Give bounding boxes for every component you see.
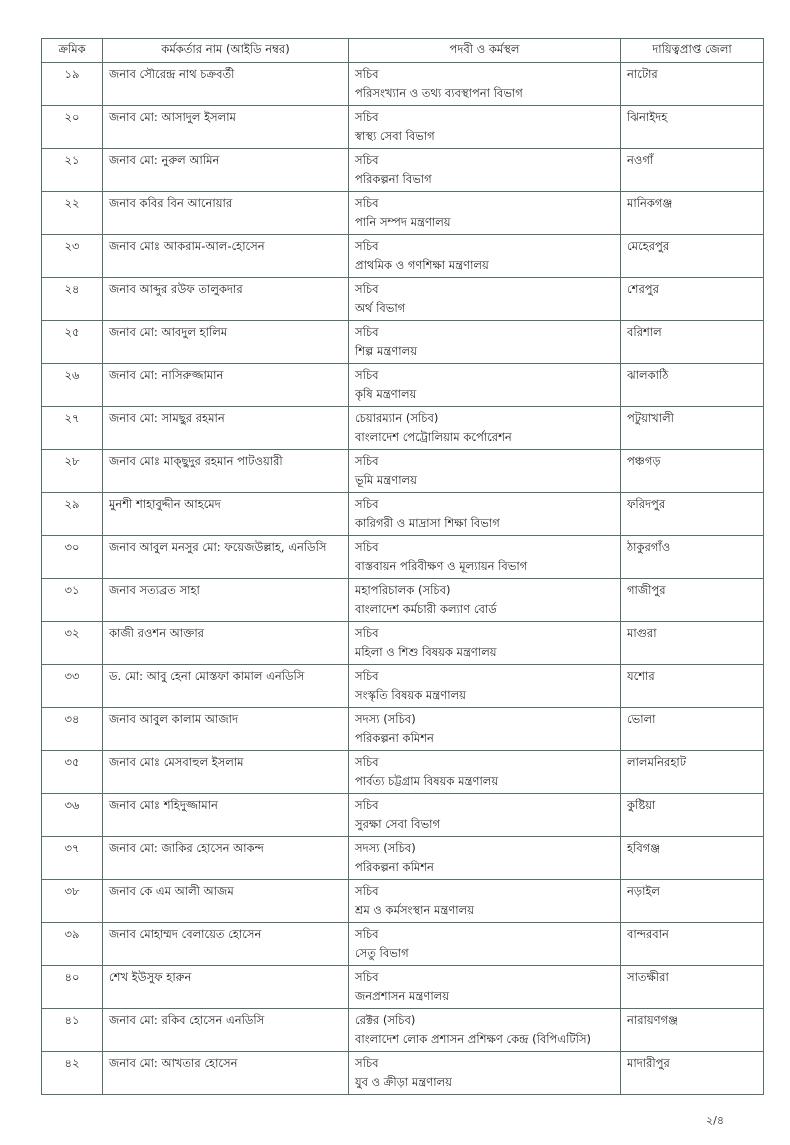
officer-name-cell: জনাব মো: নুরুল আমিন — [103, 149, 349, 192]
serial-cell: ২৩ — [42, 235, 103, 278]
officer-name-cell: জনাব আবুল কালাম আজাদ — [103, 708, 349, 751]
designation-cell — [349, 579, 621, 622]
officer-name-cell: জনাব মোঃ মাক্ছুদুর রহমান পাটওয়ারী — [103, 450, 349, 493]
serial-cell: ৩১ — [42, 579, 103, 622]
district-cell: ঝিনাইদহ — [621, 106, 764, 149]
officer-name-cell: জনাব মো: জাকির হোসেন আকন্দ — [103, 837, 349, 880]
designation-cell — [349, 321, 621, 364]
header-designation-workplace: পদবী ও কর্মস্থল — [349, 39, 621, 63]
table-row — [42, 106, 764, 149]
serial-cell: ৩৭ — [42, 837, 103, 880]
workplace: পরিকল্পনা বিভাগ — [355, 172, 432, 186]
workplace: পরিসংখ্যান ও তথ্য ব্যবস্থাপনা বিভাগ — [355, 86, 523, 100]
designation: সচিব — [355, 669, 379, 683]
designation-cell — [349, 407, 621, 450]
district-cell: গাজীপুর — [621, 579, 764, 622]
officer-name-cell: শেখ ইউসুফ হারুন — [103, 966, 349, 1009]
designation: সচিব — [355, 454, 379, 468]
designation: সচিব — [355, 497, 379, 511]
district-cell: নারায়ণগঞ্জ — [621, 1009, 764, 1052]
workplace: জনপ্রশাসন মন্ত্রণালয় — [355, 989, 449, 1003]
serial-cell: ২৮ — [42, 450, 103, 493]
officer-name-cell: জনাব কবির বিন আনোয়ার — [103, 192, 349, 235]
officer-name-cell: মুনশী শাহাবুদ্দীন আহমেদ — [103, 493, 349, 536]
designation: সচিব — [355, 884, 379, 898]
officer-name-cell: জনাব আব্দুর রউফ তালুকদার — [103, 278, 349, 321]
serial-cell: ২৪ — [42, 278, 103, 321]
designation-cell — [349, 106, 621, 149]
workplace: প্রাথমিক ও গণশিক্ষা মন্ত্রণালয় — [355, 258, 489, 272]
district-cell: ফরিদপুর — [621, 493, 764, 536]
officer-district-table — [41, 38, 764, 1095]
workplace: বাংলাদেশ পেট্রোলিয়াম কর্পোরেশন — [355, 430, 512, 444]
workplace: পরিকল্পনা কমিশন — [355, 860, 434, 874]
designation: সচিব — [355, 325, 379, 339]
header-assigned-district: দায়িত্বপ্রাপ্ত জেলা — [621, 39, 764, 63]
header-serial: ক্রমিক — [42, 39, 103, 63]
workplace: বাংলাদেশ কর্মচারী কল্যাণ বোর্ড — [355, 602, 497, 616]
table-row — [42, 450, 764, 493]
table-row — [42, 235, 764, 278]
workplace: কৃষি মন্ত্রণালয় — [355, 387, 417, 401]
serial-cell: ২৫ — [42, 321, 103, 364]
officer-name-cell: কাজী রওশন আক্তার — [103, 622, 349, 665]
designation-cell — [349, 923, 621, 966]
officer-name-cell: জনাব মো: রকিব হোসেন এনডিসি — [103, 1009, 349, 1052]
serial-cell: ২২ — [42, 192, 103, 235]
workplace: পানি সম্পদ মন্ত্রণালয় — [355, 215, 451, 229]
designation-cell — [349, 278, 621, 321]
table-row — [42, 579, 764, 622]
table-row — [42, 708, 764, 751]
officer-name-cell: জনাব মো: আখতার হোসেন — [103, 1052, 349, 1095]
officer-name-cell: ড. মো: আবু হেনা মোস্তফা কামাল এনডিসি — [103, 665, 349, 708]
table-row — [42, 1052, 764, 1095]
table-row — [42, 278, 764, 321]
designation-cell — [349, 192, 621, 235]
officer-name-cell: জনাব কে এম আলী আজম — [103, 880, 349, 923]
workplace: ভূমি মন্ত্রণালয় — [355, 473, 417, 487]
officer-name-cell: জনাব মো: আসাদুল ইসলাম — [103, 106, 349, 149]
table-row — [42, 321, 764, 364]
designation: সচিব — [355, 540, 379, 554]
workplace: অর্থ বিভাগ — [355, 301, 406, 315]
serial-cell: ৪২ — [42, 1052, 103, 1095]
designation-cell — [349, 364, 621, 407]
designation: সচিব — [355, 153, 379, 167]
serial-cell: ৪১ — [42, 1009, 103, 1052]
designation: সচিব — [355, 1056, 379, 1070]
workplace: পার্বত্য চট্টগ্রাম বিষয়ক মন্ত্রণালয় — [355, 774, 499, 788]
designation: সচিব — [355, 196, 379, 210]
table-row — [42, 794, 764, 837]
table-row — [42, 923, 764, 966]
designation: সচিব — [355, 927, 379, 941]
officer-name-cell: জনাব সৌরেন্দ্র নাথ চক্রবর্তী — [103, 63, 349, 106]
designation: সচিব — [355, 282, 379, 296]
designation: সচিব — [355, 67, 379, 81]
designation: সদস্য (সচিব) — [355, 712, 416, 726]
page-number: ২/৪ — [706, 1114, 724, 1127]
table-row — [42, 837, 764, 880]
workplace: বাংলাদেশ লোক প্রশাসন প্রশিক্ষণ কেন্দ্র (বিপিএটিসি) — [355, 1032, 592, 1046]
serial-cell: ৩৮ — [42, 880, 103, 923]
table-header-row — [42, 39, 764, 63]
designation-cell — [349, 63, 621, 106]
district-cell: কুষ্টিয়া — [621, 794, 764, 837]
designation: সদস্য (সচিব) — [355, 841, 416, 855]
serial-cell: ২১ — [42, 149, 103, 192]
designation-cell — [349, 536, 621, 579]
designation: সচিব — [355, 755, 379, 769]
table-row — [42, 192, 764, 235]
district-cell: মাগুরা — [621, 622, 764, 665]
district-cell: পঞ্চগড় — [621, 450, 764, 493]
district-cell: ঝালকাঠি — [621, 364, 764, 407]
table-row — [42, 966, 764, 1009]
officer-name-cell: জনাব মো: নাসিরুজ্জামান — [103, 364, 349, 407]
officer-name-cell: জনাব মোঃ মেসবাহুল ইসলাম — [103, 751, 349, 794]
workplace: স্বাস্থ্য সেবা বিভাগ — [355, 129, 435, 143]
district-cell: বরিশাল — [621, 321, 764, 364]
designation: সচিব — [355, 626, 379, 640]
district-cell: মেহেরপুর — [621, 235, 764, 278]
designation-cell — [349, 1052, 621, 1095]
designation: সচিব — [355, 798, 379, 812]
serial-cell: ৪০ — [42, 966, 103, 1009]
table-row — [42, 880, 764, 923]
officer-name-cell: জনাব মোঃ আকরাম-আল-হোসেন — [103, 235, 349, 278]
officer-name-cell: জনাব সত্যব্রত সাহা — [103, 579, 349, 622]
serial-cell: ৩৫ — [42, 751, 103, 794]
table-row — [42, 622, 764, 665]
serial-cell: ২৯ — [42, 493, 103, 536]
serial-cell: ৩০ — [42, 536, 103, 579]
serial-cell: ৩৬ — [42, 794, 103, 837]
designation-cell — [349, 751, 621, 794]
workplace: মহিলা ও শিশু বিষয়ক মন্ত্রণালয় — [355, 645, 497, 659]
workplace: কারিগরী ও মাদ্রাসা শিক্ষা বিভাগ — [355, 516, 500, 530]
table-row — [42, 493, 764, 536]
district-cell: নাটোর — [621, 63, 764, 106]
serial-cell: ৩৪ — [42, 708, 103, 751]
serial-cell: ২৭ — [42, 407, 103, 450]
designation: সচিব — [355, 368, 379, 382]
serial-cell: ৩৯ — [42, 923, 103, 966]
district-cell: নওগাঁ — [621, 149, 764, 192]
district-cell: ভোলা — [621, 708, 764, 751]
designation: সচিব — [355, 110, 379, 124]
officer-name-cell: জনাব মোহাম্মদ বেলায়েত হোসেন — [103, 923, 349, 966]
designation-cell — [349, 794, 621, 837]
workplace: যুব ও ক্রীড়া মন্ত্রণালয় — [355, 1075, 452, 1089]
designation: সচিব — [355, 970, 379, 984]
table-row — [42, 665, 764, 708]
designation-cell — [349, 1009, 621, 1052]
district-cell: শেরপুর — [621, 278, 764, 321]
officer-name-cell: জনাব মো: সামছুর রহমান — [103, 407, 349, 450]
workplace: সংস্কৃতি বিষয়ক মন্ত্রণালয় — [355, 688, 466, 702]
district-cell: যশোর — [621, 665, 764, 708]
designation-cell — [349, 493, 621, 536]
designation-cell — [349, 708, 621, 751]
designation-cell — [349, 966, 621, 1009]
officer-name-cell: জনাব মোঃ শহিদুজ্জামান — [103, 794, 349, 837]
district-cell: ঠাকুরগাঁও — [621, 536, 764, 579]
workplace: পরিকল্পনা কমিশন — [355, 731, 434, 745]
table-row — [42, 364, 764, 407]
district-cell: বান্দরবান — [621, 923, 764, 966]
designation-cell — [349, 665, 621, 708]
designation-cell — [349, 622, 621, 665]
designation-cell — [349, 837, 621, 880]
workplace: শ্রম ও কর্মসংস্থান মন্ত্রণালয় — [355, 903, 474, 917]
table-row — [42, 751, 764, 794]
district-cell: সাতক্ষীরা — [621, 966, 764, 1009]
district-cell: মানিকগঞ্জ — [621, 192, 764, 235]
workplace: সুরক্ষা সেবা বিভাগ — [355, 817, 441, 831]
table-row — [42, 149, 764, 192]
workplace: বাস্তবায়ন পরিবীক্ষণ ও মূল্যায়ন বিভাগ — [355, 559, 528, 573]
designation: মহাপরিচালক (সচিব) — [355, 583, 451, 597]
district-cell: পটুয়াখালী — [621, 407, 764, 450]
header-officer-name: কর্মকর্তার নাম (আইডি নম্বর) — [103, 39, 349, 63]
serial-cell: ৩২ — [42, 622, 103, 665]
district-cell: হবিগঞ্জ — [621, 837, 764, 880]
workplace: শিল্প মন্ত্রণালয় — [355, 344, 417, 358]
designation-cell — [349, 235, 621, 278]
designation: সচিব — [355, 239, 379, 253]
table-row — [42, 1009, 764, 1052]
district-cell: মাদারীপুর — [621, 1052, 764, 1095]
designation: চেয়ারম্যান (সচিব) — [355, 411, 439, 425]
designation: রেক্টর (সচিব) — [355, 1013, 416, 1027]
district-cell: নড়াইল — [621, 880, 764, 923]
officer-name-cell: জনাব মো: আবদুল হালিম — [103, 321, 349, 364]
officer-name-cell: জনাব আবুল মনসুর মো: ফয়েজউল্লাহ, এনডিসি — [103, 536, 349, 579]
table-row — [42, 63, 764, 106]
designation-cell — [349, 450, 621, 493]
serial-cell: ২০ — [42, 106, 103, 149]
serial-cell: ২৬ — [42, 364, 103, 407]
serial-cell: ১৯ — [42, 63, 103, 106]
table-row — [42, 407, 764, 450]
designation-cell — [349, 880, 621, 923]
designation-cell — [349, 149, 621, 192]
table-row — [42, 536, 764, 579]
workplace: সেতু বিভাগ — [355, 946, 409, 960]
district-cell: লালমনিরহাট — [621, 751, 764, 794]
serial-cell: ৩৩ — [42, 665, 103, 708]
